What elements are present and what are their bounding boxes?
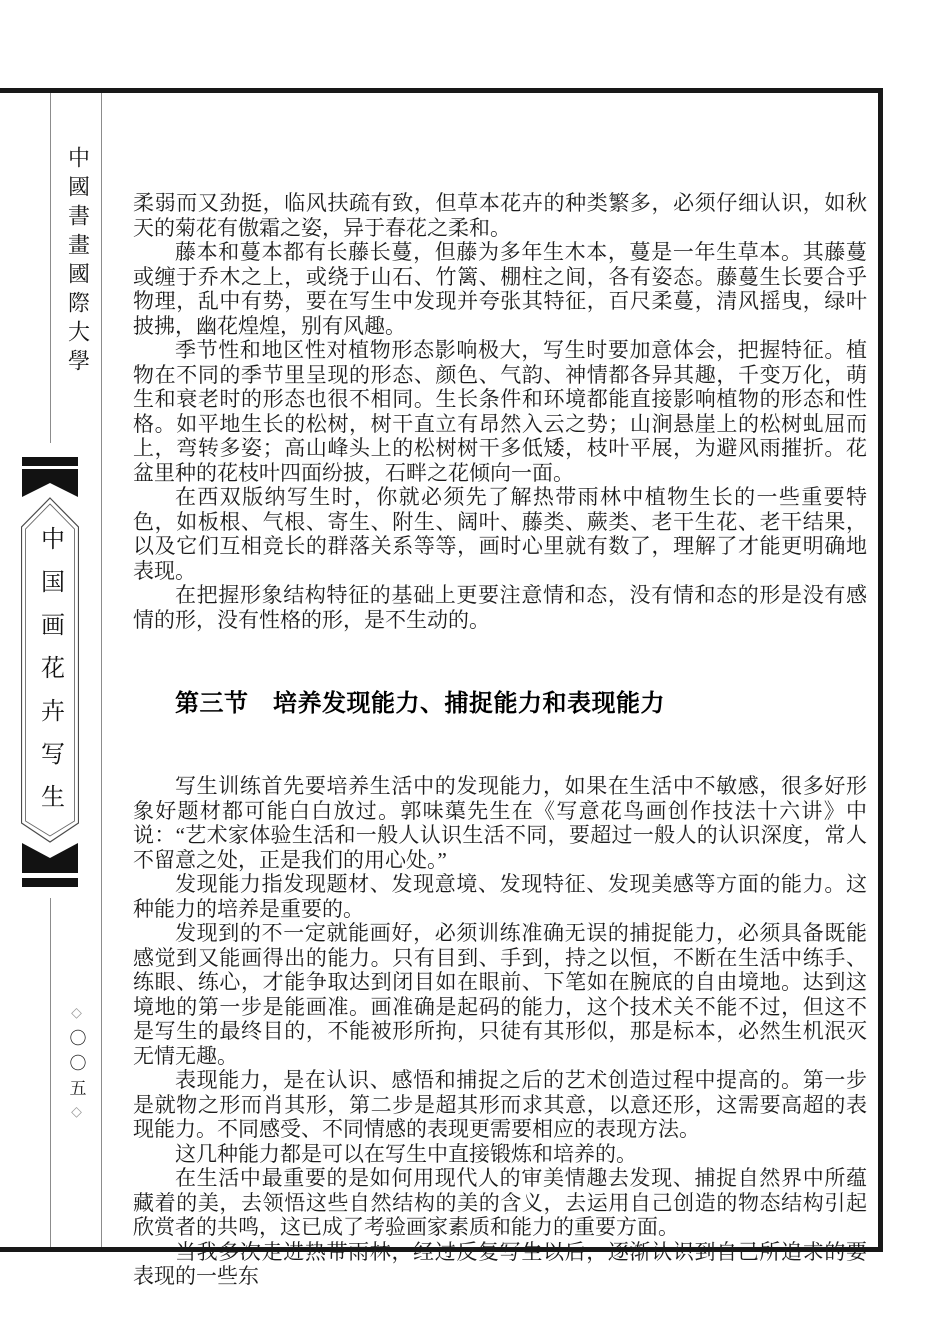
book-title-vertical: 中国画花卉写生 <box>36 526 63 827</box>
body-paragraph: 这几种能力都是可以在写生中直接锻炼和培养的。 <box>175 1141 637 1166</box>
main-text-column <box>133 191 867 1289</box>
body-paragraph: 在把握形象结构特征的基础上更要注意情和态，没有情和态的形是没有感情的形，没有性格的形，是不生动的。 <box>133 583 867 632</box>
body-paragraph: 季节性和地区性对植物形态影响极大，写生时要加意体会，把握特征。植物在不同的季节里呈现的形态、颜色、气韵、神情都各异其趣，千变万化，萌生和衰老时的形态也很不相同。生长条件和环境都能直接影响植物的形态和性格。如平地生长的松树，树干直立有昂然入云之势；山涧悬崖上的松树虬屈而上，弯转多姿；高山峰头上的松树树干多低矮，枝叶平展，为避风雨摧折。花盆里种的花枝叶四面纷披，石畔之花倾向一面。 <box>133 338 867 485</box>
body-paragraph: 发现能力指发现题材、发现意境、发现特征、发现美感等方面的能力。这种能力的培养是重要的。 <box>133 872 867 921</box>
body-paragraph: 发现到的不一定就能画好，必须训练准确无误的捕捉能力，必须具备既能感觉到又能画得出的能力。只有目到、手到，持之以恒，不断在生活中练手、练眼、练心，才能争取达到闭目如在眼前、下笔如在腕底的自由境地。达到这境地的第一步是能画准。画准确是起码的能力，这个技术关不能不过，但这不是写生的最终目的，不能被形所拘，只徒有其形似，那是标本，必然生机泯灭无情无趣。 <box>133 921 867 1068</box>
body-paragraph: 当我多次走进热带雨林，经过反复写生以后，逐渐认识到自己所追求的要表现的一些东 <box>133 1239 867 1288</box>
banner-bottom-bar <box>22 878 78 887</box>
university-name-vertical: 中國書畫國際大學 <box>65 146 91 378</box>
sidebar-rule-left-upper <box>50 93 51 443</box>
body-paragraph: 写生训练首先要培养生活中的发现能力，如果在生活中不敏感，很多好形象好题材都可能白白放过。郭味蕖先生在《写意花鸟画创作技法十六讲》中说：“艺术家体验生活和一般人认识生活不同，要超过一般人的认识深度，常人不留意之处，正是我们的用心处。” <box>133 774 867 872</box>
section-heading: 第三节 培养发现能力、捕捉能力和表现能力 <box>175 690 665 717</box>
folio <box>64 1005 89 1128</box>
sidebar-rule-right <box>101 93 102 1247</box>
body-paragraph: 柔弱而又劲挺，临风扶疏有致，但草本花卉的种类繁多，必须仔细认识，如秋天的菊花有傲霜之姿，异于春花之柔和。 <box>133 191 867 240</box>
folio-number: 〇〇五 <box>66 1029 86 1104</box>
body-paragraph: 在西双版纳写生时，你就必须先了解热带雨林中植物生长的一些重要特色，如板根、气根、寄生、附生、阔叶、藤类、蕨类、老干生花、老干结果，以及它们互相竞长的群落关系等等，画时心里就有数了，理解了才能更明确地表现。 <box>133 485 867 583</box>
body-paragraph: 表现能力，是在认识、感悟和捕捉之后的艺术创造过程中提高的。第一步是就物之形而肖其形，第二步是超其形而求其意，以意还形，这需要高超的表现能力。不同感受、不同情感的表现更需要相应的表现方法。 <box>133 1068 867 1141</box>
book-title-banner <box>21 457 79 887</box>
banner-bottom-ribbon-icon <box>22 843 78 873</box>
banner-top-bar <box>22 457 78 466</box>
banner-top-ribbon-icon <box>22 469 78 497</box>
diamond-ornament-bottom-icon: ◇ <box>68 1104 84 1128</box>
sidebar-rule-left-lower <box>50 898 51 1247</box>
diamond-ornament-top-icon: ◇ <box>68 1005 84 1029</box>
body-paragraph: 藤本和蔓本都有长藤长蔓，但藤为多年生木本，蔓是一年生草本。其藤蔓或缠于乔木之上，或绕于山石、竹篱、棚柱之间，各有姿态。藤蔓生长要合乎物理，乱中有势，要在写生中发现并夸张其特征，百尺柔蔓，清风摇曳，绿叶披拂，幽花煌煌，别有风趣。 <box>133 240 867 338</box>
body-paragraph: 在生活中最重要的是如何用现代人的审美情趣去发现、捕捉自然界中所蕴藏着的美，去领悟这些自然结构的美的含义，去运用自己创造的物态结构引起欣赏者的共鸣，这已成了考验画家素质和能力的重要方面。 <box>133 1166 867 1239</box>
